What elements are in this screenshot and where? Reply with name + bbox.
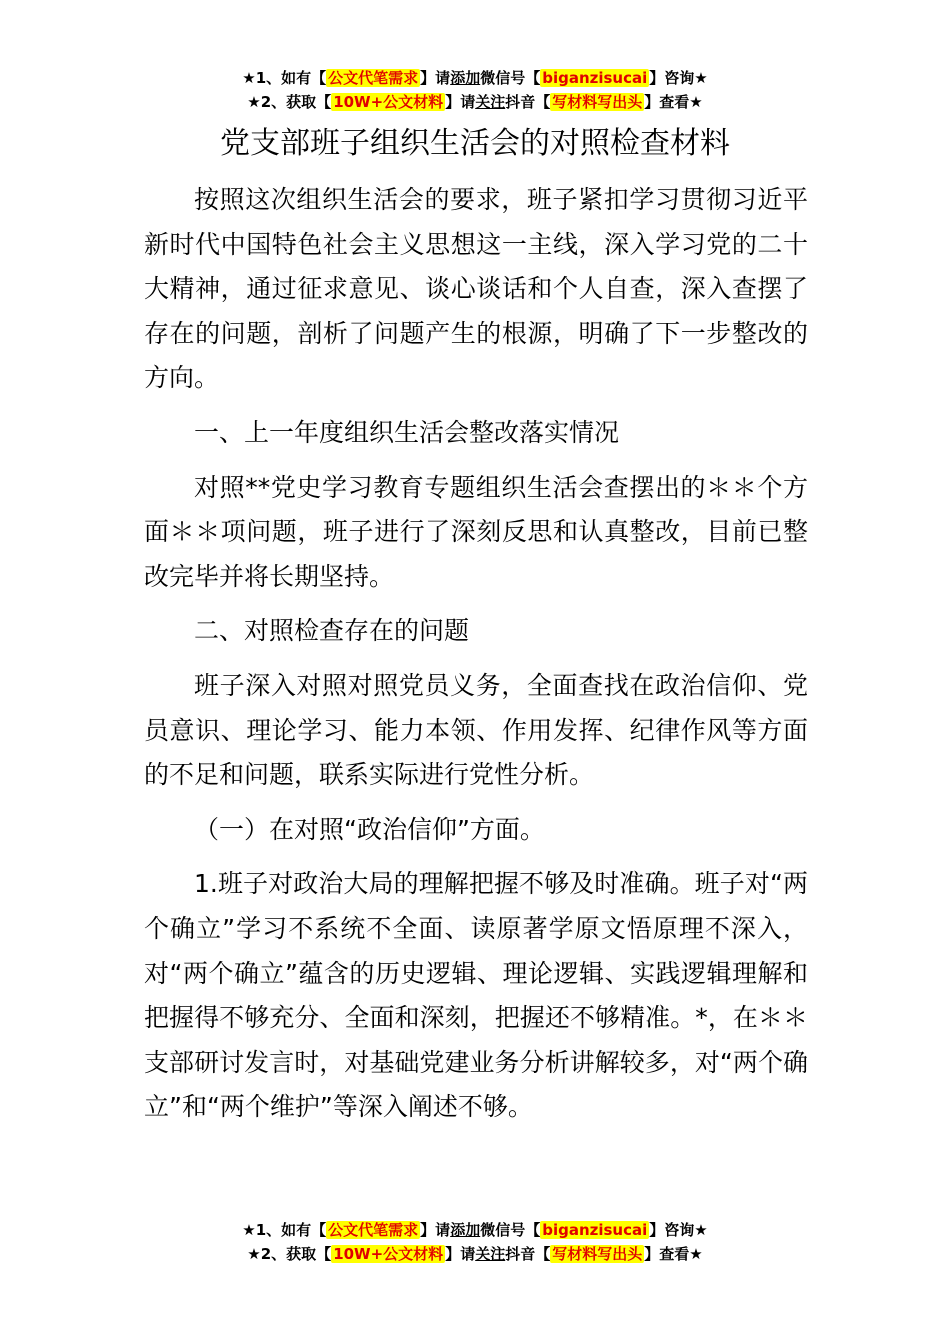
paragraph-item-1: 1.班子对政治大局的理解把握不够及时准确。班子对“两个确立”学习不系统不全面、读原著学原文悟原理不深入，对“两个确立”蕴含的历史逻辑、理论逻辑、实践逻辑理解和把握得不够充分、全面和深刻，把握还不够精准。*，在＊＊支部研讨发言时，对基础党建业务分析讲解较多，对“两个确立”和“两个维护”等深入阐述不够。 (144, 869, 808, 1122)
banner-text: 微信号【 (480, 1221, 541, 1239)
banner-highlight: biganzisucai (542, 1221, 648, 1239)
section-heading-2: 二、对照检查存在的问题 (194, 616, 470, 646)
banner-text: 】请 (420, 1221, 451, 1239)
banner-text: 】咨询★ (649, 1221, 708, 1239)
banner-text: ★1、如有【 (242, 1221, 327, 1239)
document-title: 党支部班子组织生活会的对照检查材料 (220, 126, 730, 161)
banner-text: ★1、如有【 (242, 69, 327, 87)
section-heading-1: 一、上一年度组织生活会整改落实情况 (194, 417, 620, 447)
document-body (144, 178, 808, 1140)
banner-text: 微信号【 (480, 69, 541, 87)
bottom-banner (0, 1218, 950, 1266)
banner-text: 】查看★ (644, 1245, 703, 1263)
banner-text: 】请 (445, 93, 476, 111)
banner-underline: 添加 (450, 1221, 481, 1239)
banner-text: 】查看★ (644, 93, 703, 111)
banner-text: ★2、获取【 (247, 1245, 332, 1263)
banner-highlight: 公文代笔需求 (328, 69, 419, 87)
top-banner (0, 66, 950, 114)
banner-text: 抖音【 (505, 93, 551, 111)
paragraph-rectification: 对照**党史学习教育专题组织生活会查摆出的＊＊个方面＊＊项问题，班子进行了深刻反思和认真整改，目前已整改完毕并将长期坚持。 (144, 472, 808, 591)
banner-line-1 (0, 66, 950, 90)
banner-highlight: 写材料写出头 (552, 93, 643, 111)
banner-line-2 (0, 90, 950, 114)
banner-text: 】请 (420, 69, 451, 87)
banner-text: ★2、获取【 (247, 93, 332, 111)
banner-underline: 关注 (475, 93, 506, 111)
paragraph-problems: 班子深入对照对照党员义务，全面查找在政治信仰、党员意识、理论学习、能力本领、作用发挥、纪律作风等方面的不足和问题，联系实际进行党性分析。 (144, 670, 808, 790)
banner-highlight: biganzisucai (542, 69, 648, 87)
banner-highlight: 公文代笔需求 (328, 1221, 419, 1239)
subsection-heading-1: （一）在对照“政治信仰”方面。 (194, 814, 545, 844)
banner-line-1 (0, 1218, 950, 1242)
banner-text: 】咨询★ (649, 69, 708, 87)
banner-highlight: 10W+公文材料 (333, 1245, 444, 1263)
banner-text: 抖音【 (505, 1245, 551, 1263)
banner-highlight: 10W+公文材料 (333, 93, 444, 111)
banner-underline: 添加 (450, 69, 481, 87)
paragraph-intro: 按照这次组织生活会的要求，班子紧扣学习贯彻习近平新时代中国特色社会主义思想这一主线，深入学习党的二十大精神，通过征求意见、谈心谈话和个人自查，深入查摆了存在的问题，剖析了问题产生的根源，明确了下一步整改的方向。 (144, 185, 808, 393)
banner-underline: 关注 (475, 1245, 506, 1263)
banner-text: 】请 (445, 1245, 476, 1263)
banner-line-2 (0, 1242, 950, 1266)
banner-highlight: 写材料写出头 (552, 1245, 643, 1263)
